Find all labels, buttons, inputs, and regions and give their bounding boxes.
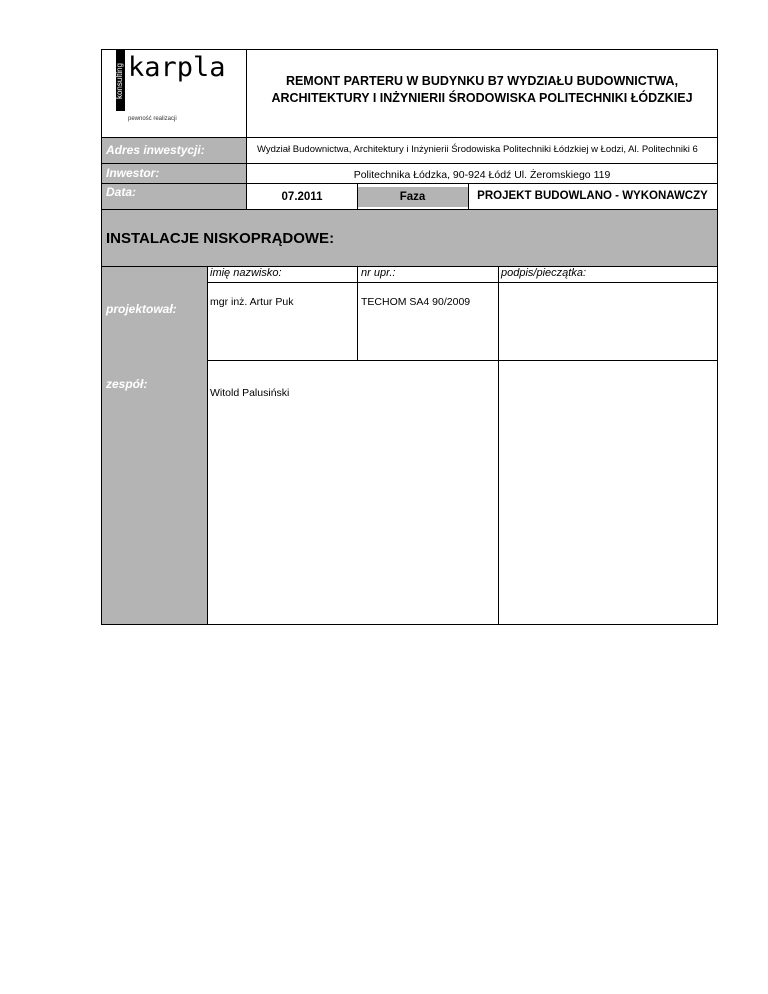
logo-vertical-text: konsulting (115, 62, 124, 100)
left-label-column (102, 266, 207, 624)
project-title-line-1: REMONT PARTERU W BUDYNKU B7 WYDZIAŁU BUDOWNICTWA, (285, 74, 679, 88)
investor-label: Inwestor: (106, 166, 160, 180)
header-name: imię nazwisko: (210, 267, 282, 279)
address-label: Adres inwestycji: (106, 143, 205, 157)
company-logo (114, 50, 244, 136)
team-member-name: Witold Palusiński (210, 387, 290, 399)
project-title (247, 73, 717, 107)
phase-value: PROJEKT BUDOWLANO - WYKONAWCZY (477, 190, 708, 202)
address-value: Wydział Budownictwa, Architektury i Inżynierii Środowiska Politechniki Łódzkiej w Łodzi, Al. Politechniki 6 (257, 144, 698, 155)
designer-name: mgr inż. Artur Puk (210, 296, 294, 308)
date-label: Data: (106, 185, 137, 199)
project-title-line-2: ARCHITEKTURY I INŻYNIERII ŚRODOWISKA POLITECHNIKI ŁÓDZKIEJ (271, 91, 693, 105)
date-value: 07.2011 (281, 191, 323, 203)
section-title: INSTALACJE NISKOPRĄDOWE: (106, 230, 335, 247)
designer-label: projektował: (106, 302, 177, 316)
team-label: zespół: (106, 377, 148, 391)
designer-license: TECHOM SA4 90/2009 (361, 296, 471, 308)
phase-label: Faza (399, 191, 426, 203)
designer-signature-cell (499, 283, 717, 360)
header-signature: podpis/pieczątka: (501, 267, 586, 279)
logo-tagline: pewność realizacji (128, 116, 177, 122)
investor-value: Politechnika Łódzka, 90-924 Łódź Ul. Żeromskiego 119 (353, 169, 611, 181)
title-sheet (101, 49, 718, 625)
header-license: nr upr.: (361, 267, 396, 279)
team-signature-cell (499, 361, 717, 624)
logo-brand-text: karpla (128, 52, 226, 83)
